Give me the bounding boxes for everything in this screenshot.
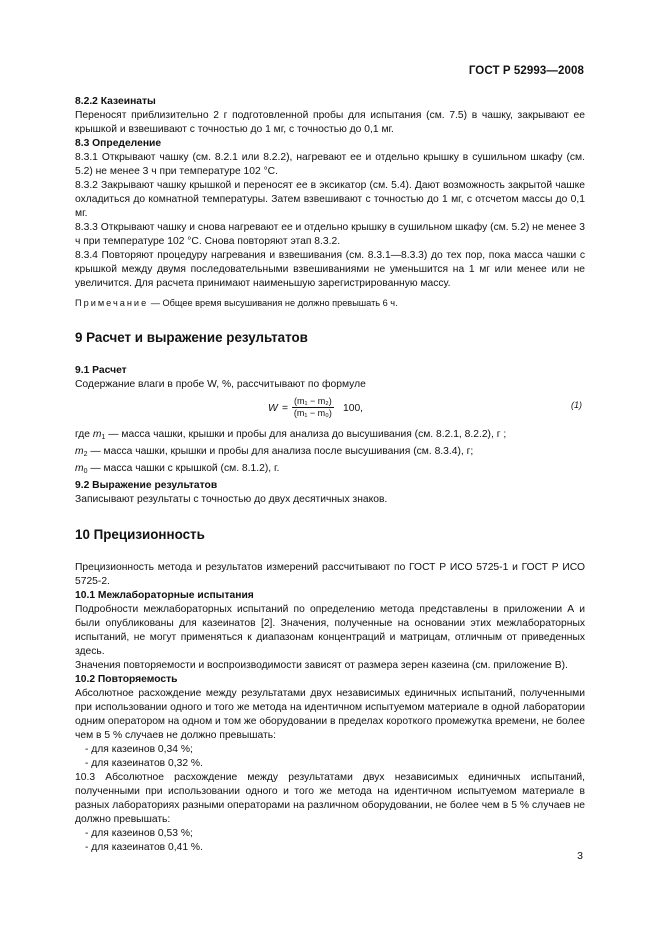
where-item-m0 — [75, 462, 585, 479]
list-item: - для казеинатов 0,32 %. — [85, 758, 203, 769]
section-8-2-2-text: Переносят приблизительно 2 г подготовленной пробы для испытания (см. 7.5) в чашку, закрывают ее крышкой и взвешивают с точностью до 1 мг, с точностью до 0,1 мг. — [75, 110, 585, 135]
where-text: — масса чашки с крышкой (см. 8.1.2), г. — [90, 463, 280, 474]
note — [75, 296, 585, 310]
formula-number: (1) — [571, 400, 582, 410]
where-text: — масса чашки, крышки и пробы для анализа до высушивания (см. 8.2.1, 8.2.2), г ; — [108, 429, 507, 440]
where-symbol: m — [75, 446, 84, 457]
paragraph-8-3-1: 8.3.1 Открывают чашку (см. 8.2.1 или 8.2.2), нагревают ее и отдельно крышку в сушильном шкафу (см. 5.2) не менее 3 ч при температуре 102 °С. — [75, 152, 585, 177]
where-symbol: m — [92, 429, 102, 440]
note-label: Примечание — [75, 298, 149, 308]
section-8-3-title: 8.3 Определение — [75, 138, 162, 149]
section-10-title: 10 Прецизионность — [75, 527, 205, 542]
formula-numerator: (m₁ − m₂) — [294, 396, 332, 406]
where-item-m2 — [75, 445, 585, 462]
formula-1 — [75, 396, 585, 426]
section-9-1-title: 9.1 Расчет — [75, 365, 127, 376]
formula-tail: 100, — [343, 403, 364, 414]
paragraph-8-3-2: 8.3.2 Закрывают чашку крышкой и переносят ее в эксикатор (см. 5.4). Дают возможность закрытой чашке охладиться до комнатной температуры. Затем взвешивают с точностью до 1 мг, с отсчетом массы до 0,1 мг. — [75, 180, 585, 219]
document-body — [75, 95, 585, 855]
section-9-2-text: Записывают результаты с точностью до двух десятичных знаков. — [75, 494, 388, 505]
formula-denominator: (m₁ − m₀) — [293, 408, 332, 418]
where-symbol: m — [75, 463, 84, 474]
note-text: — Общее время высушивания не должно превышать 6 ч. — [150, 298, 398, 308]
where-text: — масса чашки, крышки и пробы для анализа после высушивания (см. 8.3.4), г; — [90, 446, 474, 457]
paragraph-8-3-4: 8.3.4 Повторяют процедуру нагревания и взвешивания (см. 8.3.1—8.3.3) до тех пор, пока масса чашки с крышкой между двумя последовательными взвешиваниями не уменьшится на 1 мг или менее или не увеличится. Для расчета принимают наименьшую зарегистрированную массу. — [75, 250, 585, 289]
list-item: - для казеинов 0,53 %; — [85, 828, 193, 839]
paragraph-10-3: 10.3 Абсолютное расхождение между результатами двух независимых единичных испытаний, полученными при использовании одного и того же метода на идентичном испытуемом материале в разных лабораториях разными операторами на различном оборудовании, не более чем в 5 % случаев не должно превышать: — [75, 772, 585, 825]
section-10-1-p1: Подробности межлабораторных испытаний по определению метода представлены в приложении А и были опубликованы для казеинатов [2]. Значения, полученные на основании этих межлабораторных испытаний, не могут применяться к диапазонам концентраций и матрицам, отличным от приведенных здесь. — [75, 604, 585, 657]
section-10-1-p2: Значения повторяемости и воспроизводимости зависят от размера зерен казеина (см. приложение В). — [75, 660, 568, 671]
document-code-header: ГОСТ Р 52993—2008 — [468, 65, 584, 77]
section-9-title: 9 Расчет и выражение результатов — [75, 330, 308, 345]
where-item-m1 — [75, 428, 585, 445]
formula-equals: = — [282, 403, 289, 414]
section-10-intro: Прецизионность метода и результатов измерений рассчитывают по ГОСТ Р ИСО 5725-1 и ГОСТ Р ИСО 5725-2. — [75, 562, 585, 587]
where-subscript: 1 — [101, 434, 106, 441]
section-10-2-text: Абсолютное расхождение между результатами двух независимых единичных испытаний, полученными при использовании одного и того же метода на идентичном испытуемом материале в одной лаборатории одним оператором на одном и том же оборудовании в пределах короткого промежутка времени, не более чем в 5 % случаев не должно превышать: — [75, 688, 585, 741]
section-9-1-text: Содержание влаги в пробе W, %, рассчитывают по формуле — [75, 379, 366, 390]
where-list — [75, 428, 585, 479]
where-prefix: где — [75, 429, 91, 440]
where-subscript: 2 — [83, 451, 88, 458]
list-item: - для казеинатов 0,41 %. — [85, 842, 203, 853]
section-10-1-title: 10.1 Межлабораторные испытания — [75, 590, 254, 601]
formula-fraction — [292, 396, 334, 419]
where-subscript: 0 — [83, 468, 88, 475]
formula-lhs: W — [268, 403, 278, 414]
page-number: 3 — [577, 850, 583, 862]
section-8-2-2-title: 8.2.2 Казеинаты — [75, 96, 156, 107]
paragraph-8-3-3: 8.3.3 Открывают чашку и снова нагревают ее и отдельно крышку в сушильном шкафу (см. 5.2) не менее 3 ч при температуре 102 °С. Снова повторяют этап 8.3.2. — [75, 222, 585, 247]
section-9-2-title: 9.2 Выражение результатов — [75, 480, 218, 491]
list-item: - для казеинов 0,34 %; — [85, 744, 193, 755]
section-10-2-title: 10.2 Повторяемость — [75, 674, 178, 685]
